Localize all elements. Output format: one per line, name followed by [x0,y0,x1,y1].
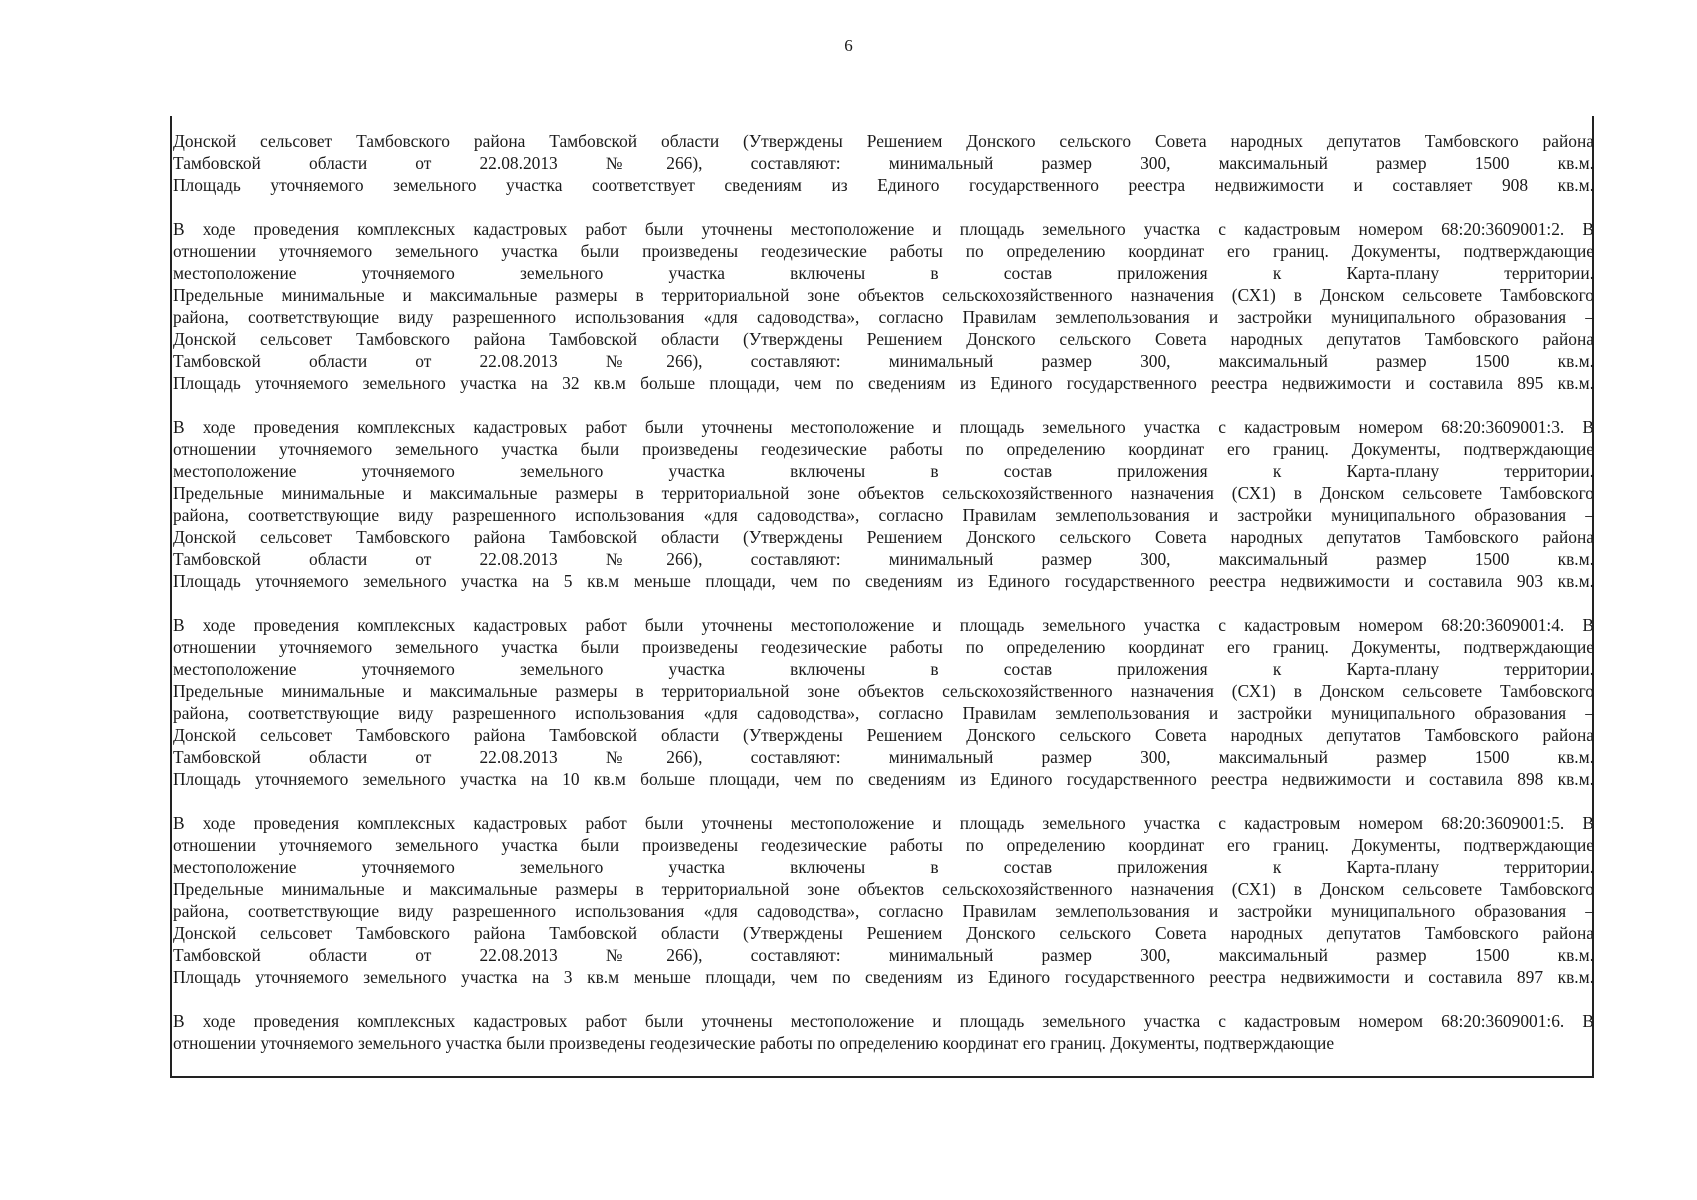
text-line: В ходе проведения комплексных кадастровых работ были уточнены местоположение и площадь земельного участка с кадастровым номером 68:20:3609001:4. В [173,615,1594,635]
text-line: Предельные минимальные и максимальные размеры в территориальной зоне объектов сельскохозяйственного назначения (СХ1) в Донском сельсовете Тамбовского [173,879,1594,899]
text-line: района, соответствующие виду разрешенного использования «для садоводства», согласно Правилам землепользования и застройки муниципального образования – [173,505,1594,525]
paragraph-6 [173,1010,1594,1054]
text-line: района, соответствующие виду разрешенного использования «для садоводства», согласно Правилам землепользования и застройки муниципального образования – [173,901,1594,921]
text-line: Тамбовской области от 22.08.2013 №266), составляют: минимальный размер 300, максимальный размер 1500 кв.м. [173,153,1594,173]
text-line: отношении уточняемого земельного участка были произведены геодезические работы по определению координат его границ. Документы, подтверждающие [173,439,1594,459]
text-line: района, соответствующие виду разрешенного использования «для садоводства», согласно Правилам землепользования и застройки муниципального образования – [173,703,1594,723]
text-line: отношении уточняемого земельного участка были произведены геодезические работы по определению координат его границ. Документы, подтверждающие [173,637,1594,657]
text-line: Площадь уточняемого земельного участка на 5 кв.м меньше площади, чем по сведениям из Единого государственного реестра недвижимости и составила 903 кв.м. [173,571,1594,591]
text-line: Тамбовской области от 22.08.2013 №266), составляют: минимальный размер 300, максимальный размер 1500 кв.м. [173,747,1594,767]
document-body [173,130,1594,1076]
text-line: отношении уточняемого земельного участка были произведены геодезические работы по определению координат его границ. Документы, подтверждающие [173,1033,1335,1053]
text-line: Донской сельсовет Тамбовского района Тамбовской области (Утверждены Решением Донского сельского Совета народных депутатов Тамбовского района [173,725,1594,745]
text-line: В ходе проведения комплексных кадастровых работ были уточнены местоположение и площадь земельного участка с кадастровым номером 68:20:3609001:6. В [173,1011,1594,1031]
text-line: Тамбовской области от 22.08.2013 №266), составляют: минимальный размер 300, максимальный размер 1500 кв.м. [173,945,1594,965]
text-line: Предельные минимальные и максимальные размеры в территориальной зоне объектов сельскохозяйственного назначения (СХ1) в Донском сельсовете Тамбовского [173,483,1594,503]
paragraph-4 [173,614,1594,790]
text-line: Донской сельсовет Тамбовского района Тамбовской области (Утверждены Решением Донского сельского Совета народных депутатов Тамбовского района [173,923,1594,943]
paragraph-3 [173,416,1594,592]
text-line: В ходе проведения комплексных кадастровых работ были уточнены местоположение и площадь земельного участка с кадастровым номером 68:20:3609001:5. В [173,813,1594,833]
text-line: Площадь уточняемого земельного участка соответствует сведениям из Единого государственного реестра недвижимости и составляет 908 кв.м. [173,175,1594,195]
text-line: В ходе проведения комплексных кадастровых работ были уточнены местоположение и площадь земельного участка с кадастровым номером 68:20:3609001:3. В [173,417,1594,437]
paragraph-5 [173,812,1594,988]
text-line: местоположение уточняемого земельного участка включены в состав приложения к Карта-плану территории. [173,857,1594,877]
text-line: Площадь уточняемого земельного участка на 32 кв.м больше площади, чем по сведениям из Единого государственного реестра недвижимости и составила 895 кв.м. [173,373,1594,393]
text-line: Донской сельсовет Тамбовского района Тамбовской области (Утверждены Решением Донского сельского Совета народных депутатов Тамбовского района [173,329,1594,349]
text-line: Донской сельсовет Тамбовского района Тамбовской области (Утверждены Решением Донского сельского Совета народных депутатов Тамбовского района [173,131,1594,151]
text-line: района, соответствующие виду разрешенного использования «для садоводства», согласно Правилам землепользования и застройки муниципального образования – [173,307,1594,327]
text-line: Тамбовской области от 22.08.2013 №266), составляют: минимальный размер 300, максимальный размер 1500 кв.м. [173,351,1594,371]
text-line: Донской сельсовет Тамбовского района Тамбовской области (Утверждены Решением Донского сельского Совета народных депутатов Тамбовского района [173,527,1594,547]
text-line: отношении уточняемого земельного участка были произведены геодезические работы по определению координат его границ. Документы, подтверждающие [173,835,1594,855]
text-line: Предельные минимальные и максимальные размеры в территориальной зоне объектов сельскохозяйственного назначения (СХ1) в Донском сельсовете Тамбовского [173,285,1594,305]
text-line: местоположение уточняемого земельного участка включены в состав приложения к Карта-плану территории. [173,263,1594,283]
paragraph-2 [173,218,1594,394]
text-line: отношении уточняемого земельного участка были произведены геодезические работы по определению координат его границ. Документы, подтверждающие [173,241,1594,261]
page-number: 6 [844,36,853,55]
text-line: В ходе проведения комплексных кадастровых работ были уточнены местоположение и площадь земельного участка с кадастровым номером 68:20:3609001:2. В [173,219,1594,239]
text-line: Площадь уточняемого земельного участка на 10 кв.м больше площади, чем по сведениям из Единого государственного реестра недвижимости и составила 898 кв.м. [173,769,1594,789]
text-line: Предельные минимальные и максимальные размеры в территориальной зоне объектов сельскохозяйственного назначения (СХ1) в Донском сельсовете Тамбовского [173,681,1594,701]
text-line: местоположение уточняемого земельного участка включены в состав приложения к Карта-плану территории. [173,461,1594,481]
paragraph-1 [173,130,1594,196]
text-line: местоположение уточняемого земельного участка включены в состав приложения к Карта-плану территории. [173,659,1594,679]
text-line: Площадь уточняемого земельного участка на 3 кв.м меньше площади, чем по сведениям из Единого государственного реестра недвижимости и составила 897 кв.м. [173,967,1594,987]
text-line: Тамбовской области от 22.08.2013 №266), составляют: минимальный размер 300, максимальный размер 1500 кв.м. [173,549,1594,569]
